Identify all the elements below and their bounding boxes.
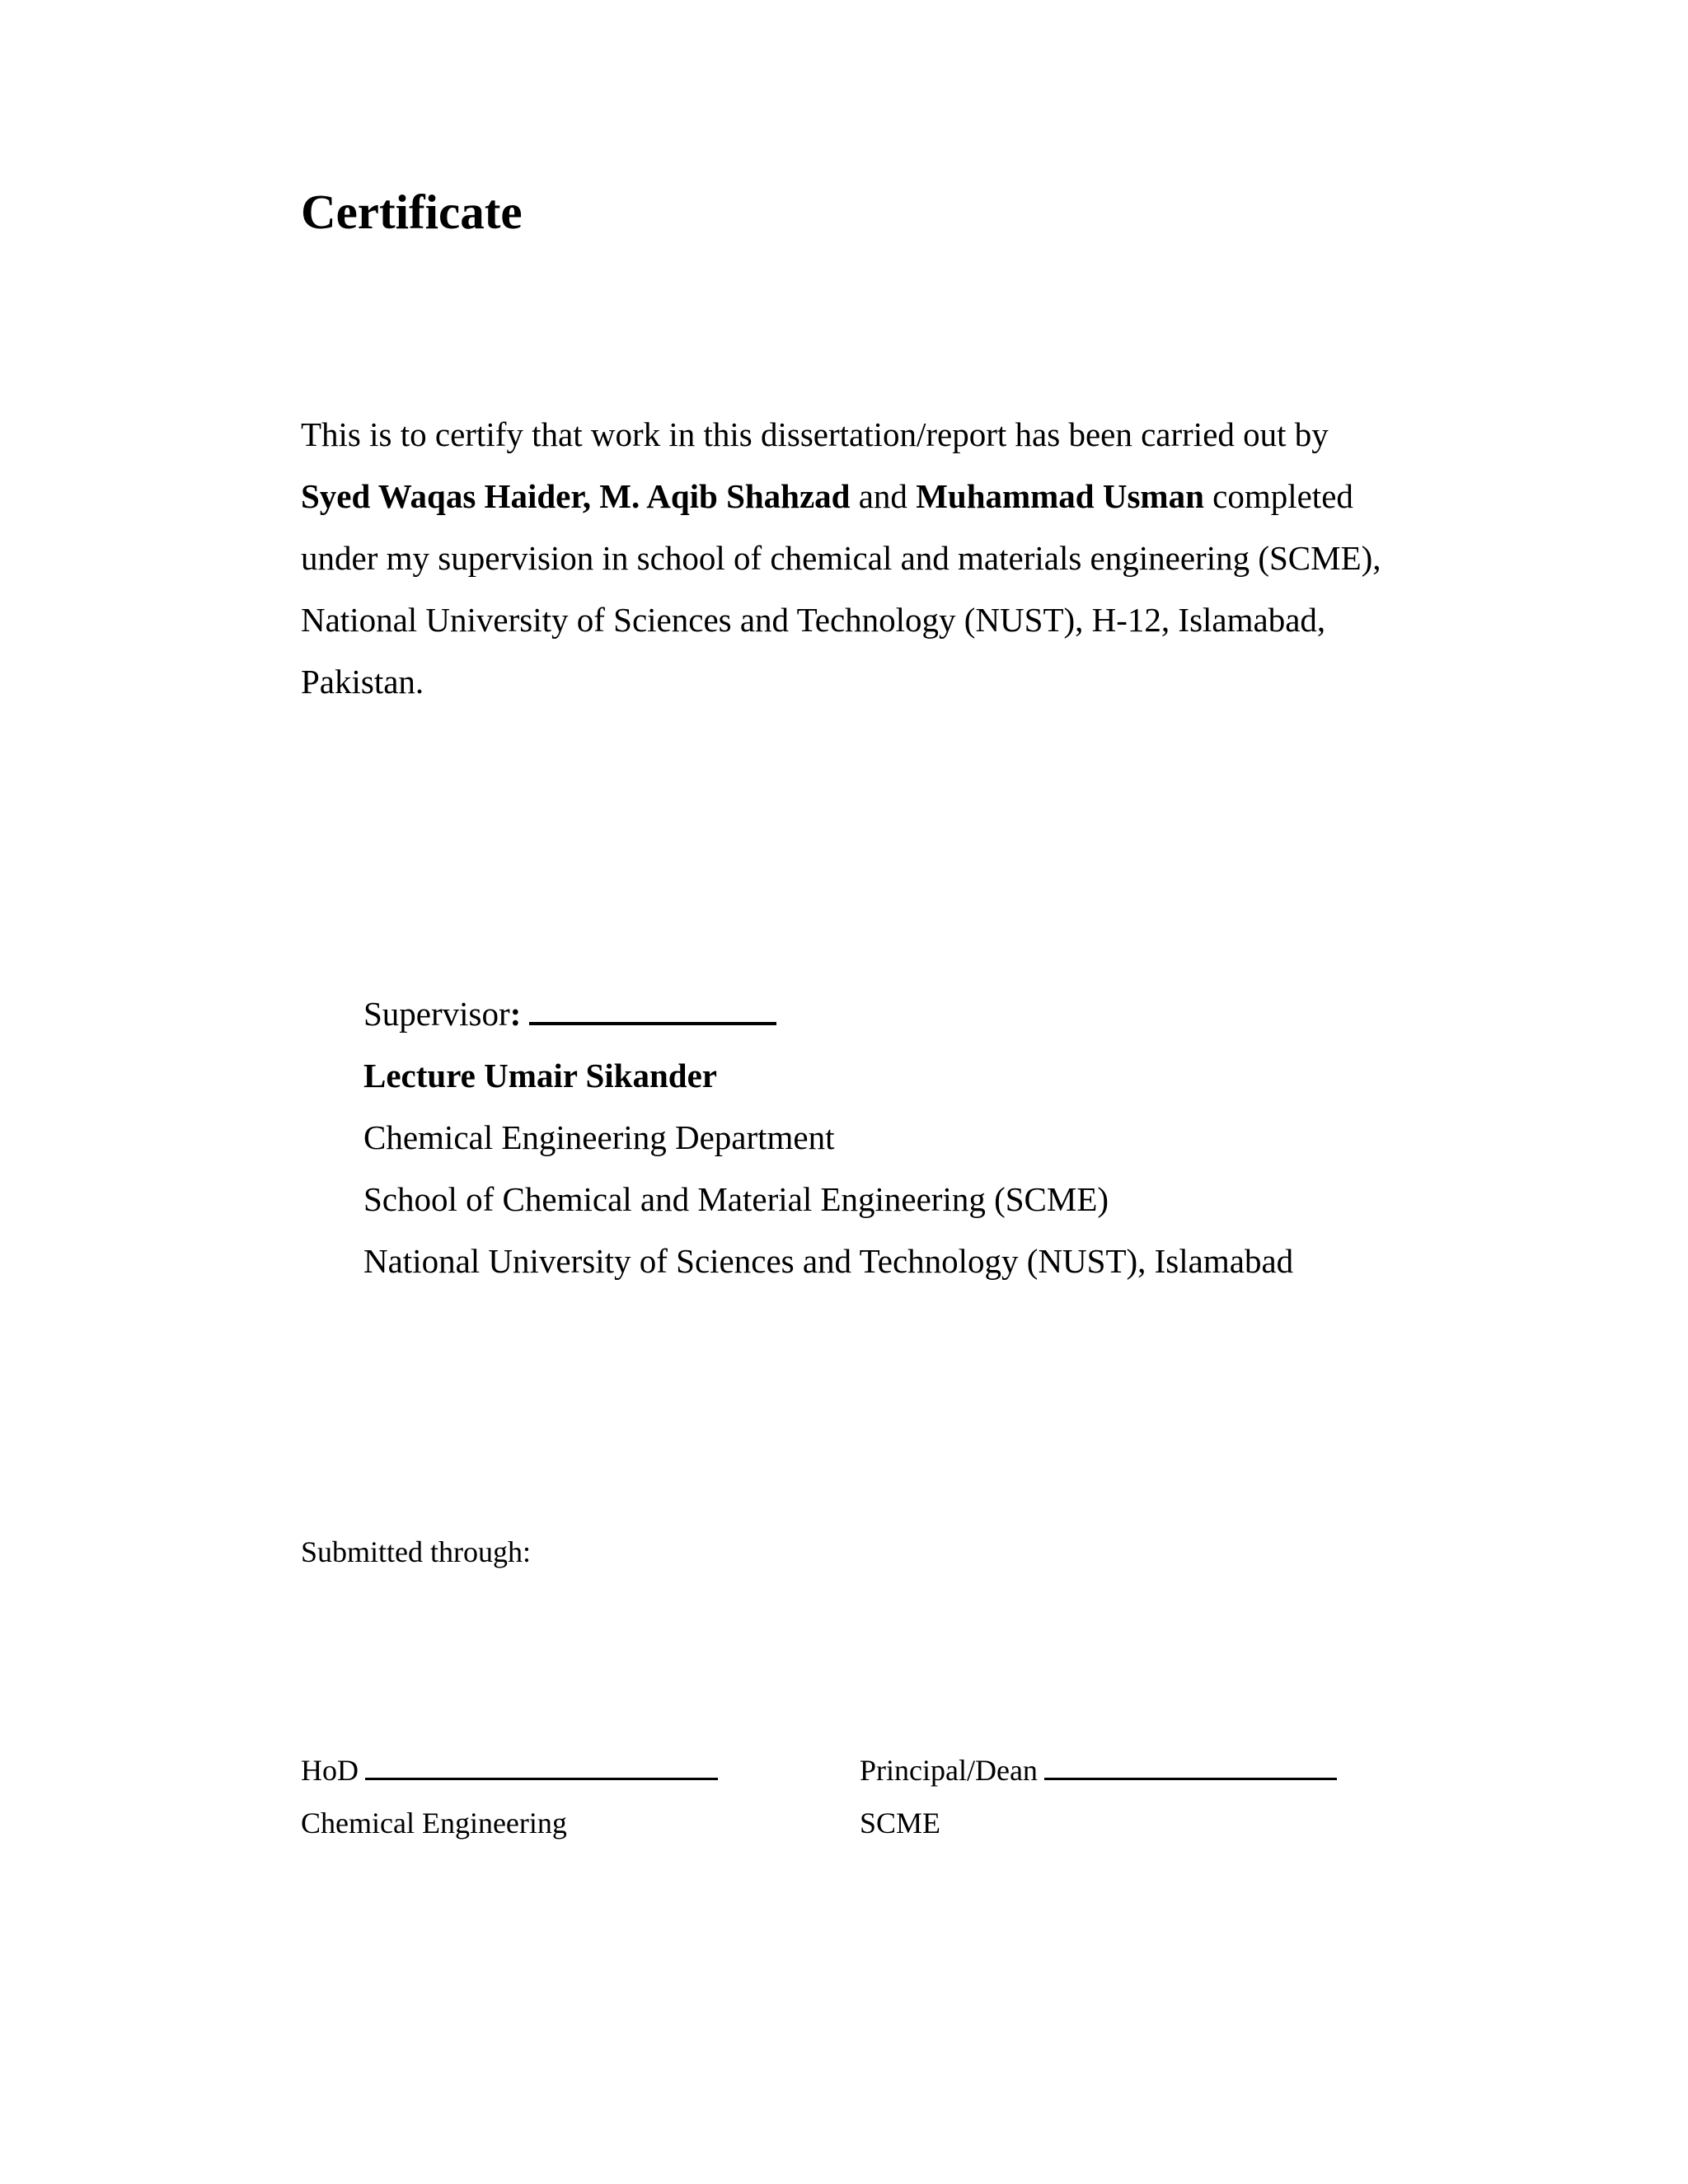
supervisor-name: Lecture Umair Sikander [363,1057,717,1094]
and-connector: and [850,477,917,515]
completed-text: completed [1203,477,1353,515]
hod-department: Chemical Engineering [301,1807,567,1840]
paragraph-line-1: This is to certify that work in this dissertation/report has been carried out by [301,415,1329,453]
dean-signature-row [860,1744,1337,1797]
hod-signature-row [301,1744,718,1797]
page-title: Certificate [301,185,523,239]
dean-label: Principal/Dean [860,1754,1038,1787]
author-name-2: Muhammad Usman [916,477,1204,515]
supervisor-label: Supervisor [363,995,510,1033]
submitted-through-label: Submitted through: [301,1535,531,1568]
paragraph-line-2 [301,466,1471,527]
supervisor-signature-row [363,983,1293,1045]
hod-signature-block [301,1744,718,1849]
dean-school: SCME [860,1807,941,1840]
dean-signature-block [860,1744,1337,1849]
supervisor-colon: : [509,995,522,1033]
supervisor-school: School of Chemical and Material Engineering (SCME) [363,1180,1109,1218]
paragraph-line-5: Pakistan. [301,663,424,701]
dean-signature-line [1044,1751,1337,1780]
supervisor-block [363,983,1293,1292]
certification-paragraph [301,404,1471,713]
hod-label: HoD [301,1754,359,1787]
paragraph-line-4: National University of Sciences and Technology (NUST), H-12, Islamabad, [301,601,1326,639]
author-names-1: Syed Waqas Haider, M. Aqib Shahzad [301,477,851,515]
hod-signature-line [365,1751,718,1780]
supervisor-signature-line [529,991,776,1025]
supervisor-university: National University of Sciences and Technology (NUST), Islamabad [363,1242,1294,1280]
paragraph-line-3: under my supervision in school of chemical and materials engineering (SCME), [301,539,1381,577]
supervisor-department: Chemical Engineering Department [363,1118,835,1156]
